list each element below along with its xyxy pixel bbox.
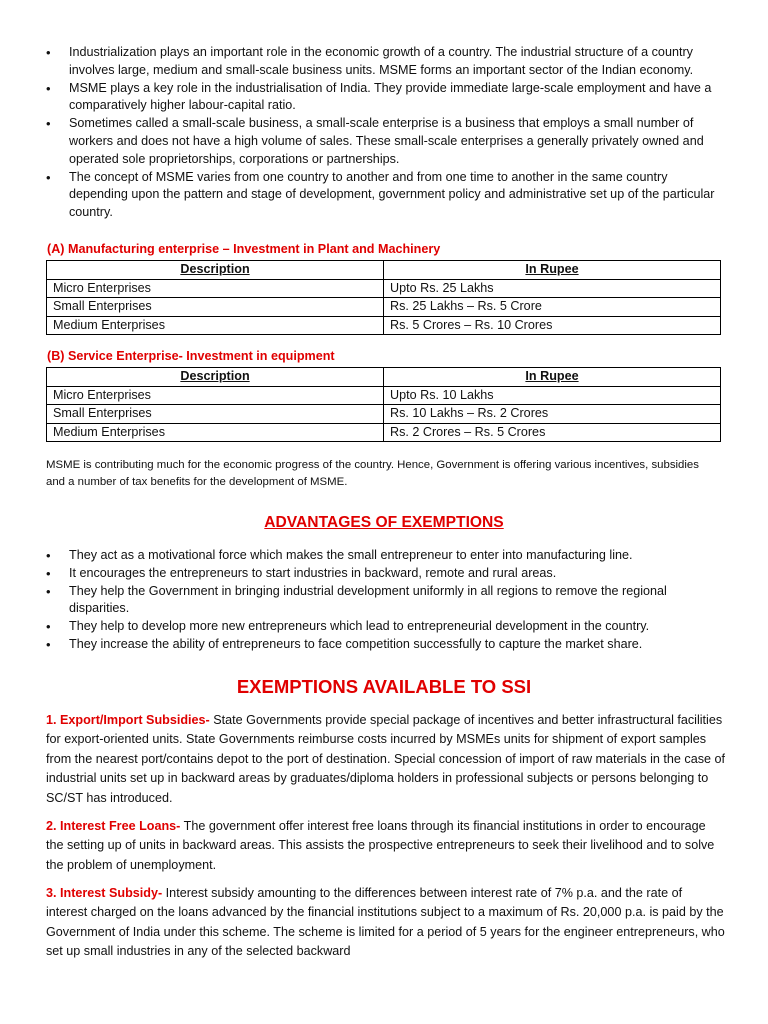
table-cell: Micro Enterprises <box>47 386 384 405</box>
table-cell: Medium Enterprises <box>47 423 384 442</box>
exemption-text: State Governments provide special package of incentives and better infrastructural facilities for export-oriented units. State Governments reimburse costs incurred by MSMEs units for shipment of export samples from the nearest port/contains depot to the port of destination. Special concession of import of raw materials in the case of industrial units set up in backward areas by graduates/diploma holders in professional subjects or persons belonging to SC/ST has introduced. <box>46 713 726 805</box>
table-cell: Upto Rs. 25 Lakhs <box>384 279 721 298</box>
bullet-item: • The concept of MSME varies from one country to another and from one time to another in the same country depending upon the pattern and stage of development, government policy and administrative set up of the particular country. <box>0 169 768 222</box>
manufacturing-table <box>46 260 721 335</box>
column-header: Description <box>47 261 384 280</box>
table-row <box>47 405 721 424</box>
exemption-item-interest-free-loans <box>46 817 726 875</box>
bullet-item: • It encourages the entrepreneurs to start industries in backward, remote and rural areas. <box>0 565 768 583</box>
exemption-label: 1. Export/Import Subsidies- <box>46 713 210 727</box>
intro-bullet-list <box>0 44 768 222</box>
table-cell: Rs. 25 Lakhs – Rs. 5 Crore <box>384 298 721 317</box>
table-row <box>47 386 721 405</box>
table-header-row <box>47 261 721 280</box>
msme-note: MSME is contributing much for the economic progress of the country. Hence, Government is offering various incentives, subsidies and a number of tax benefits for the development of MSME. <box>46 459 699 488</box>
bullet-item: • They act as a motivational force which makes the small entrepreneur to enter into manufacturing line. <box>0 547 768 565</box>
advantages-title: ADVANTAGES OF EXEMPTIONS <box>264 514 504 531</box>
table-cell: Rs. 2 Crores – Rs. 5 Crores <box>384 423 721 442</box>
intro-section <box>0 44 768 222</box>
table-header-row <box>47 368 721 387</box>
bullet-item: • They help to develop more new entrepreneurs which lead to entrepreneurial development in the country. <box>0 618 768 636</box>
column-header: In Rupee <box>384 368 721 387</box>
table-row <box>47 423 721 442</box>
service-table <box>46 367 721 442</box>
table-cell: Upto Rs. 10 Lakhs <box>384 386 721 405</box>
bullet-item: • They increase the ability of entrepreneurs to face competition successfully to capture the market share. <box>0 636 768 654</box>
exemption-label: 2. Interest Free Loans- <box>46 819 181 833</box>
table-row <box>47 279 721 298</box>
exemption-text: The government offer interest free loans through its financial institutions in order to encourage the setting up of units in backward areas. This assists the prospective entrepreneurs to seek their livelihood and to solve the problem of unemployment. <box>46 819 715 872</box>
table-row <box>47 298 721 317</box>
table-cell: Small Enterprises <box>47 298 384 317</box>
table-a-heading: (A) Manufacturing enterprise – Investment in Plant and Machinery <box>47 242 441 256</box>
table-row <box>47 316 721 335</box>
column-header: In Rupee <box>384 261 721 280</box>
bullet-item: • They help the Government in bringing industrial development uniformly in all regions to remove the regional disparities. <box>0 583 768 619</box>
table-cell: Medium Enterprises <box>47 316 384 335</box>
bullet-item: • MSME plays a key role in the industrialisation of India. They provide immediate large-scale employment and have a comparatively higher labour-capital ratio. <box>0 80 768 116</box>
table-cell: Micro Enterprises <box>47 279 384 298</box>
table-cell: Small Enterprises <box>47 405 384 424</box>
exemption-item-interest-subsidy <box>46 884 726 962</box>
table-b-heading: (B) Service Enterprise- Investment in equipment <box>47 349 335 363</box>
advantages-bullet-list <box>0 547 768 654</box>
bullet-item: • Industrialization plays an important role in the economic growth of a country. The industrial structure of a country involves large, medium and small-scale business units. MSME forms an important sector of the Indian economy. <box>0 44 768 80</box>
advantages-section <box>0 547 768 654</box>
table-cell: Rs. 10 Lakhs – Rs. 2 Crores <box>384 405 721 424</box>
exemption-item-export <box>46 711 726 808</box>
table-cell: Rs. 5 Crores – Rs. 10 Crores <box>384 316 721 335</box>
exemption-label: 3. Interest Subsidy- <box>46 886 163 900</box>
exemptions-title: EXEMPTIONS AVAILABLE TO SSI <box>236 676 532 697</box>
exemption-text: Interest subsidy amounting to the differences between interest rate of 7% p.a. and the rate of interest charged on the loans advanced by the financial institutions subject to a maximum of Rs. 20,000 p.a. is paid by the Government of India under this scheme. The scheme is limited for a period of 5 years for the engineer entrepreneurs, who set up small industries in any of the selected backward <box>46 886 725 959</box>
column-header: Description <box>47 368 384 387</box>
bullet-item: • Sometimes called a small-scale business, a small-scale enterprise is a business that employs a small number of workers and does not have a high volume of sales. These small-scale enterprises a generally privately owned and operated sole proprietorships, corporations or partnerships. <box>0 115 768 168</box>
